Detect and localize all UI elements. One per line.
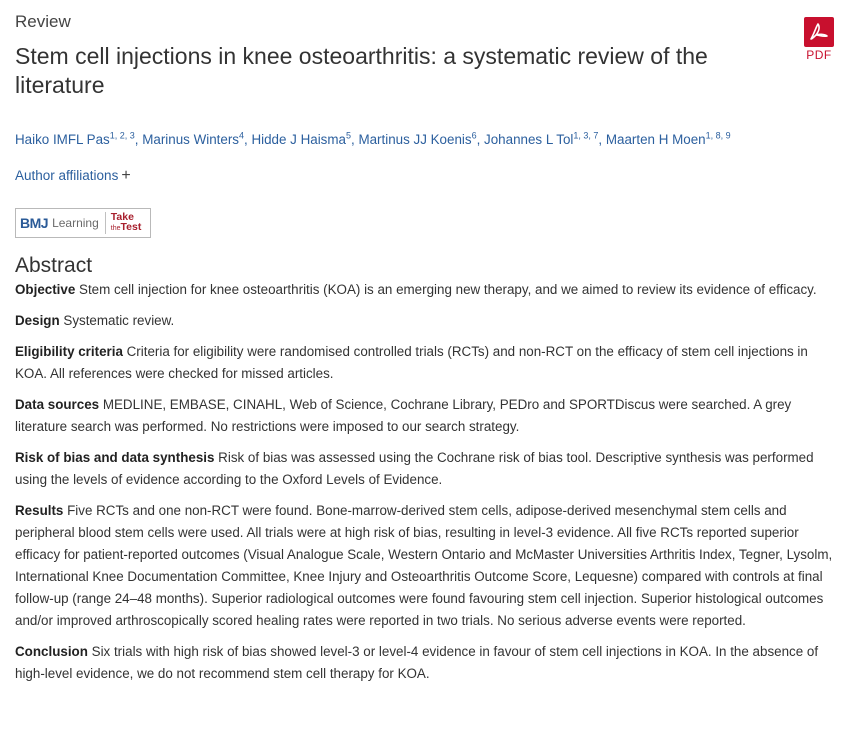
abstract-section-label: Results	[15, 503, 64, 518]
abstract-section-label: Risk of bias and data synthesis	[15, 450, 215, 465]
author-affiliation-refs[interactable]: 1, 8, 9	[705, 130, 731, 141]
author-name: Hidde J Haisma	[251, 132, 346, 147]
abstract-results	[15, 500, 837, 632]
author-link[interactable]	[606, 132, 731, 147]
abstract-section-text: Five RCTs and one non-RCT were found. Bone-marrow-derived stem cells, adipose-derived mesenchymal stem cells and peripheral blood stem cells were used. All trials were at high risk of bias, resulting in level-3 evidence. All five RCTs reported superior efficacy for patient-reported outcomes (Visual Analogue Scale, Western Ontario and McMaster Universities Arthritis Index, Tegner, Lysolm, International Knee Documentation Committee, Knee Injury and Osteoarthritis Outcome Score, Lequesne) compared with controls at final follow-up (range 24–48 months). Superior radiological outcomes were found favouring stem cell injection. Superior histological outcomes and/or improved arthroscopically scored healing rates were reported in two trials. No serious adverse events were reported.	[15, 503, 833, 628]
abstract-section-text: Stem cell injection for knee osteoarthritis (KOA) is an emerging new therapy, and we aimed to review its evidence of efficacy.	[79, 282, 817, 297]
plus-icon: +	[121, 167, 131, 184]
author-affiliation-refs[interactable]: 4	[238, 130, 244, 141]
bmj-logo: BMJ	[20, 215, 49, 231]
author-link[interactable]	[142, 132, 244, 147]
author-link[interactable]	[358, 132, 476, 147]
article-type-label: Review	[15, 12, 71, 31]
author-separator: ,	[598, 132, 606, 147]
author-affiliation-refs[interactable]: 1, 2, 3	[109, 130, 135, 141]
abstract-section-label: Data sources	[15, 397, 100, 412]
the-label: the	[110, 225, 121, 232]
author-name: Haiko IMFL Pas	[15, 132, 110, 147]
author-separator: ,	[134, 132, 143, 147]
pdf-icon	[804, 17, 834, 47]
author-affiliation-refs[interactable]: 6	[471, 130, 477, 141]
author-name: Maarten H Moen	[605, 132, 706, 147]
author-name: Johannes L Tol	[484, 132, 574, 147]
author-link[interactable]	[15, 132, 135, 147]
take-the-test-label	[111, 212, 142, 234]
abstract-data-sources	[15, 394, 837, 438]
abstract-heading: Abstract	[15, 254, 93, 277]
author-list	[15, 132, 731, 147]
author-link[interactable]	[484, 132, 598, 147]
abstract-section-label: Objective	[15, 282, 76, 297]
take-label: Take	[110, 211, 134, 223]
pdf-label: PDF	[806, 48, 832, 62]
abstract-objective	[15, 279, 837, 301]
author-separator: ,	[350, 132, 359, 147]
author-affiliation-refs[interactable]: 1, 3, 7	[573, 130, 599, 141]
abstract-section-text: Criteria for eligibility were randomised controlled trials (RCTs) and non-RCT on the efficacy of stem cell injections in KOA. All references were checked for missed articles.	[15, 344, 808, 381]
author-separator: ,	[244, 132, 252, 147]
pdf-download-link[interactable]	[804, 17, 834, 62]
abstract-section-text: MEDLINE, EMBASE, CINAHL, Web of Science, Cochrane Library, PEDro and SPORTDiscus were searched. A grey literature search was performed. No restrictions were imposed to our search strategy.	[15, 397, 792, 434]
abstract-section-label: Conclusion	[15, 644, 88, 659]
abstract-section-label: Eligibility criteria	[15, 344, 123, 359]
abstract-eligibility	[15, 341, 837, 385]
author-affiliations-label: Author affiliations	[15, 168, 119, 183]
abstract-risk-of-bias	[15, 447, 837, 491]
abstract-section-label: Design	[15, 313, 60, 328]
author-name: Marinus Winters	[142, 132, 239, 147]
abstract-section-text: Six trials with high risk of bias showed level-3 or level-4 evidence in favour of stem cell injections in KOA. In the absence of high-level evidence, we do not recommend stem cell therapy for KOA.	[15, 644, 819, 681]
article-title: Stem cell injections in knee osteoarthritis: a systematic review of the literature	[15, 43, 708, 98]
bmj-learning-take-test-badge[interactable]	[15, 208, 151, 238]
abstract-conclusion	[15, 641, 837, 685]
abstract-design	[15, 310, 837, 332]
author-separator: ,	[476, 132, 485, 147]
author-link[interactable]	[251, 132, 351, 147]
test-label: Test	[120, 221, 142, 233]
author-affiliations-toggle[interactable]	[15, 167, 131, 185]
author-name: Martinus JJ Koenis	[358, 132, 472, 147]
bmj-learning-label: Learning	[52, 216, 99, 230]
abstract-section-text: Systematic review.	[63, 313, 175, 328]
abstract-body	[15, 279, 837, 694]
abstract-section-text: Risk of bias was assessed using the Cochrane risk of bias tool. Descriptive synthesis was performed using the levels of evidence according to the Oxford Levels of Evidence.	[15, 450, 814, 487]
author-affiliation-refs[interactable]: 5	[345, 130, 351, 141]
badge-divider	[105, 212, 106, 234]
